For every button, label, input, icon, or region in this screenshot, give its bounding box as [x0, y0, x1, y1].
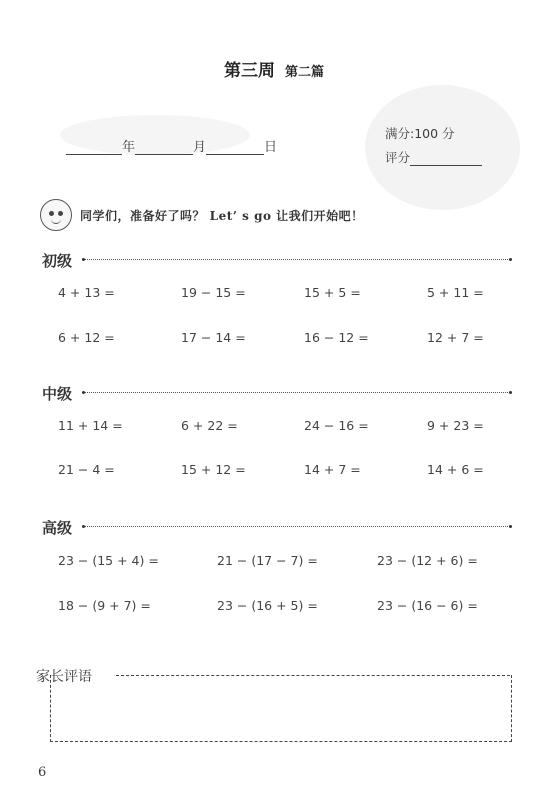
problem: 21 − 4 = [58, 462, 115, 477]
month-label: 月 [193, 140, 207, 155]
month-blank[interactable] [135, 140, 193, 155]
year-blank[interactable] [66, 140, 122, 155]
section-title-advanced: 高级 [42, 519, 73, 537]
section-title-beginner: 初级 [42, 252, 73, 270]
parent-comment-box[interactable] [50, 675, 512, 742]
divider-dot [82, 391, 85, 394]
score-label: 评分 [385, 150, 411, 165]
problem: 18 − (9 + 7) = [58, 598, 151, 613]
problem: 14 + 7 = [304, 462, 361, 477]
problem: 6 + 22 = [181, 418, 238, 433]
mascot-icon [40, 199, 72, 231]
problem: 16 − 12 = [304, 330, 369, 345]
day-blank[interactable] [206, 140, 264, 155]
day-label: 日 [264, 140, 278, 155]
problem: 23 − (12 + 6) = [377, 553, 478, 568]
encouragement-text: 同学们，准备好了吗？ Let’ s go 让我们开始吧！ [80, 209, 364, 223]
part-label: 第二篇 [284, 65, 324, 80]
section-divider [84, 526, 510, 527]
page-number: 6 [38, 765, 47, 780]
problem: 21 − (17 − 7) = [217, 553, 318, 568]
problem: 4 + 13 = [58, 285, 115, 300]
divider-dot [82, 525, 85, 528]
section-divider [84, 259, 510, 260]
problem: 14 + 6 = [427, 462, 484, 477]
page-title [0, 56, 548, 81]
score-blank[interactable] [410, 151, 482, 166]
problem: 15 + 5 = [304, 285, 361, 300]
problem: 23 − (15 + 4) = [58, 553, 159, 568]
full-score-label: 满分:100 分 [385, 126, 455, 141]
problem: 12 + 7 = [427, 330, 484, 345]
divider-dot [509, 258, 512, 261]
divider-dot [509, 525, 512, 528]
problem: 15 + 12 = [181, 462, 246, 477]
week-label: 第三周 [223, 61, 275, 81]
year-label: 年 [122, 140, 136, 155]
section-title-intermediate: 中级 [42, 385, 73, 403]
problem: 19 − 15 = [181, 285, 246, 300]
problem: 6 + 12 = [58, 330, 115, 345]
problem: 5 + 11 = [427, 285, 484, 300]
divider-dot [509, 391, 512, 394]
problem: 24 − 16 = [304, 418, 369, 433]
score-field [385, 148, 482, 166]
problem: 9 + 23 = [427, 418, 484, 433]
section-divider [84, 392, 510, 393]
problem: 11 + 14 = [58, 418, 123, 433]
problem: 17 − 14 = [181, 330, 246, 345]
date-line [66, 136, 277, 155]
problem: 23 − (16 − 6) = [377, 598, 478, 613]
divider-dot [82, 258, 85, 261]
problem: 23 − (16 + 5) = [217, 598, 318, 613]
parent-comment-label: 家长评语 [36, 669, 92, 685]
